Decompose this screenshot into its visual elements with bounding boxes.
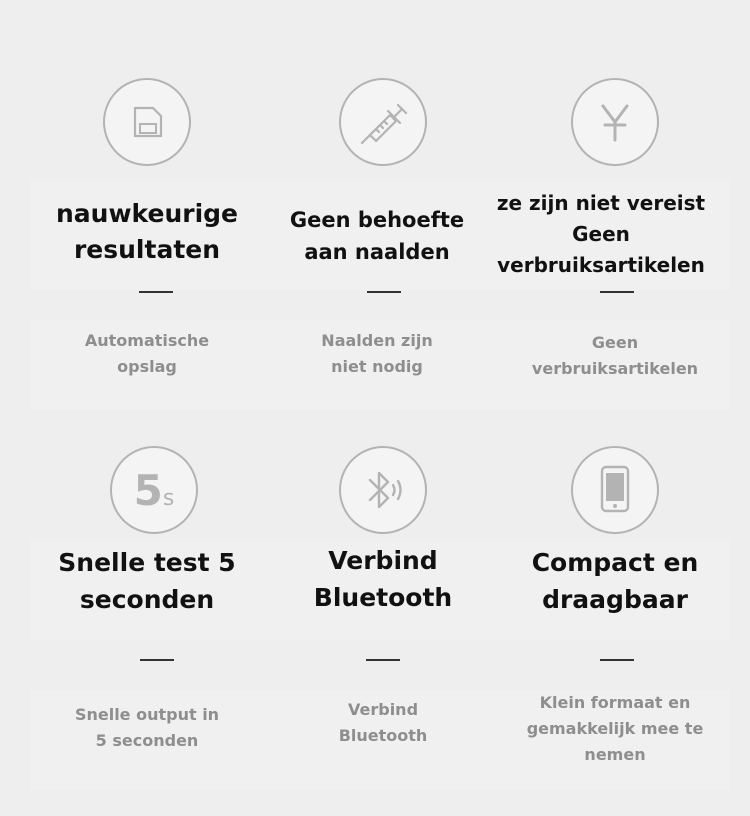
feature-desc-line: Klein formaat en [539, 693, 691, 712]
feature-title-line: seconden [79, 585, 215, 614]
feature-desc-line: nemen [584, 745, 646, 764]
feature-desc-line: verbruiksartikelen [531, 359, 699, 378]
feature-desc-line: Automatische [84, 331, 210, 350]
icon-circle [110, 446, 198, 534]
feature-card-fast-test [22, 0, 272, 816]
feature-title-line: ze zijn niet vereist [496, 191, 706, 215]
divider-dash [600, 659, 634, 661]
feature-title-line: aan naalden [304, 240, 450, 264]
feature-title-line: resultaten [73, 235, 221, 264]
bluetooth-icon [356, 463, 410, 517]
feature-title-line: Verbind [328, 546, 438, 575]
feature-title-line: Snelle test 5 [58, 548, 236, 577]
feature-desc-line: niet nodig [331, 357, 423, 376]
feature-card-bluetooth [258, 0, 508, 816]
feature-title-line: Geen [572, 222, 630, 246]
icon-circle [339, 446, 427, 534]
feature-desc-line: Snelle output in [74, 705, 220, 724]
five-seconds-unit: s [162, 485, 175, 511]
divider-dash [140, 659, 174, 661]
feature-desc-line: Verbind [347, 700, 419, 719]
feature-desc-line: Naalden zijn [321, 331, 433, 350]
feature-desc-line: opslag [117, 357, 177, 376]
feature-desc-line: Geen [591, 333, 639, 352]
icon-circle [571, 446, 659, 534]
feature-title-line: Bluetooth [313, 583, 453, 612]
divider-dash [366, 659, 400, 661]
feature-title-line: draagbaar [542, 585, 688, 614]
feature-title-line: Geen behoefte [289, 208, 465, 232]
feature-desc-line: gemakkelijk mee te [526, 719, 704, 738]
feature-desc-line: 5 seconden [95, 731, 199, 750]
five-seconds-number: 5 [133, 465, 163, 515]
feature-title-line: nauwkeurige [55, 199, 239, 228]
phone-icon [595, 463, 635, 517]
feature-card-compact [490, 0, 740, 816]
feature-title-line: Compact en [531, 548, 699, 577]
feature-desc-line: Bluetooth [338, 726, 428, 745]
five-seconds-icon [134, 466, 175, 515]
feature-title-line: verbruiksartikelen [497, 253, 705, 277]
